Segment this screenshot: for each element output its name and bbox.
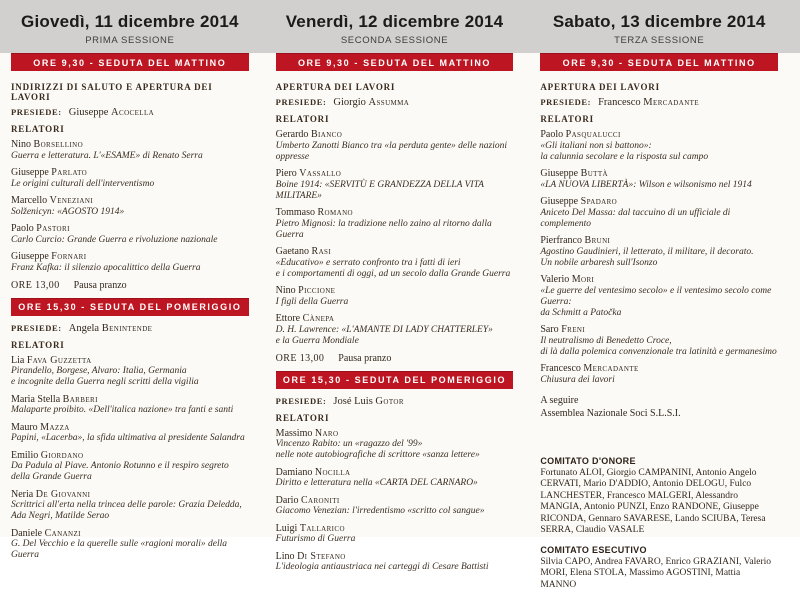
speaker-surname: Barberi bbox=[62, 393, 98, 405]
speaker-name bbox=[276, 495, 514, 507]
speaker-name bbox=[276, 551, 514, 563]
presiede-given: Angela bbox=[68, 322, 100, 334]
talk-title: Pirandello, Borgese, Alvaro: Italia, Germania e incognite della Guerra negli scritti della vigilia bbox=[11, 366, 199, 387]
committee-executive bbox=[540, 545, 778, 592]
speaker-name bbox=[540, 168, 778, 180]
speaker-item bbox=[11, 195, 249, 218]
speaker-given: Lia bbox=[11, 354, 25, 366]
opening-label: APERTURA DEI LAVORI bbox=[275, 82, 396, 92]
followup-note bbox=[540, 394, 778, 420]
talk-title: Scrittrici all'erta nella trincea delle parole: Grazia Deledda, Ada Negri, Matilde Serao bbox=[11, 500, 242, 521]
talk-title: Solženicyn: «AGOSTO 1914» bbox=[11, 206, 125, 217]
speaker-item bbox=[11, 528, 249, 562]
relatori-label: RELATORI bbox=[11, 124, 65, 134]
talk-title: Il neutralismo di Benedetto Croce, di là dalla polemica convenzionale tra latinità e germanesimo bbox=[540, 335, 777, 357]
presiede-name bbox=[69, 323, 153, 334]
speaker-surname: Veneziani bbox=[49, 195, 94, 206]
speaker-given: Piero bbox=[275, 168, 297, 179]
speaker-item bbox=[540, 363, 778, 386]
speaker-surname: Romano bbox=[317, 207, 353, 218]
column-header bbox=[11, 0, 249, 53]
speaker-surname: Fornari bbox=[51, 251, 87, 262]
presiede-row bbox=[11, 323, 249, 334]
speaker-name bbox=[11, 528, 249, 540]
morning-session-bar: ORE 9,30 - SEDUTA DEL MATTINO bbox=[540, 53, 778, 71]
presiede-surname: Assumma bbox=[368, 97, 410, 108]
talk-title: G. Del Vecchio e la querelle sulle «ragioni morali» della Guerra bbox=[11, 539, 227, 560]
speaker-given: Lino bbox=[275, 550, 295, 562]
speaker-item bbox=[11, 422, 249, 445]
speaker-name bbox=[11, 450, 249, 462]
column-friday bbox=[276, 0, 514, 599]
speaker-item bbox=[540, 324, 778, 358]
speaker-name bbox=[276, 129, 514, 141]
speaker-surname: Bianco bbox=[310, 129, 343, 140]
presiede-row bbox=[276, 396, 514, 407]
speaker-name bbox=[11, 394, 249, 406]
committee-honor-label: COMITATO D'ONORE bbox=[540, 455, 636, 466]
opening-label: APERTURA DEI LAVORI bbox=[540, 82, 660, 92]
speaker-item bbox=[540, 196, 778, 230]
lunch-break-time: ORE 13,00 bbox=[11, 279, 60, 291]
afternoon-session-bar: ORE 15,30 - SEDUTA DEL POMERIGGIO bbox=[11, 298, 249, 316]
speaker-given: Paolo bbox=[540, 129, 564, 140]
speaker-name bbox=[540, 324, 778, 336]
speaker-surname: Mercadante bbox=[583, 363, 639, 374]
talk-title: Franz Kafka: il silenzio apocalittico della Guerra bbox=[11, 262, 201, 273]
column-thursday bbox=[11, 0, 249, 599]
presiede-row bbox=[540, 97, 778, 108]
speaker-given: Giuseppe bbox=[540, 196, 579, 207]
committee-executive-label: COMITATO ESECUTIVO bbox=[540, 544, 647, 555]
speaker-item bbox=[276, 428, 514, 462]
speaker-item bbox=[11, 489, 249, 523]
committee-honor bbox=[540, 456, 778, 537]
talk-title: L'ideologia antiaustriaca nei carteggi di Cesare Battisti bbox=[275, 562, 489, 572]
speaker-surname: Borsellino bbox=[33, 139, 84, 150]
committee-executive-members: Silvia CAPO, Andrea FAVARO, Enrico GRAZIANI, Valerio MORI, Elena STOLA, Massimo AGOSTINI, Mattia MANNO bbox=[540, 556, 772, 590]
presiede-row bbox=[11, 107, 249, 118]
speaker-name bbox=[11, 489, 249, 501]
talk-title: I figli della Guerra bbox=[275, 296, 349, 307]
talk-title: Malaparte proibito. «Dell'italica nazione» tra fanti e santi bbox=[11, 405, 234, 415]
presiede-surname: Gotor bbox=[375, 395, 404, 407]
talk-title: Giacomo Venezian: l'irredentismo «scritto col sangue» bbox=[275, 506, 485, 516]
speaker-given: Giuseppe bbox=[11, 251, 49, 262]
speaker-item bbox=[11, 167, 249, 190]
speaker-surname: Giordano bbox=[40, 449, 84, 461]
session-label: TERZA SESSIONE bbox=[614, 35, 705, 46]
committees-section bbox=[540, 456, 778, 592]
speaker-name bbox=[11, 139, 249, 151]
speaker-given: Daniele bbox=[11, 527, 43, 539]
talk-title: Pietro Mignosi: la tradizione nello zaino al ritorno dalla Guerra bbox=[275, 218, 492, 240]
presiede-label: PRESIEDE: bbox=[275, 395, 327, 406]
speaker-list-afternoon bbox=[11, 355, 249, 562]
speaker-surname: Rasi bbox=[311, 246, 332, 257]
presiede-surname: Mercadante bbox=[643, 97, 700, 108]
speaker-name bbox=[11, 223, 249, 235]
speaker-surname: Freni bbox=[561, 324, 586, 335]
speaker-item bbox=[11, 450, 249, 484]
speaker-given: Ettore bbox=[275, 313, 301, 324]
lunch-break-row bbox=[11, 280, 249, 291]
talk-title: Agostino Gaudinieri, il letterato, il militare, il decorato. Un nobile arbaresh sull'Isonzo bbox=[540, 246, 754, 268]
presiede-given: Giorgio bbox=[333, 97, 366, 108]
speaker-given: Massimo bbox=[275, 427, 313, 439]
speaker-given: Gaetano bbox=[275, 246, 309, 257]
speaker-name bbox=[276, 207, 514, 219]
speaker-list-morning bbox=[276, 129, 514, 347]
speaker-given: Pierfranco bbox=[540, 235, 582, 246]
relatori-label: RELATORI bbox=[275, 114, 330, 124]
speaker-name bbox=[540, 363, 778, 375]
speaker-given: Mauro bbox=[11, 421, 38, 433]
speaker-item bbox=[540, 235, 778, 269]
speaker-name bbox=[540, 129, 778, 141]
followup-line1: A seguire bbox=[540, 394, 579, 406]
speaker-given: Giuseppe bbox=[11, 167, 49, 178]
lunch-break-row bbox=[276, 353, 514, 364]
speaker-given: Nino bbox=[11, 139, 31, 150]
speaker-surname: Buttà bbox=[580, 168, 608, 179]
talk-title: Le origini culturali dell'interventismo bbox=[11, 178, 155, 189]
presiede-label: PRESIEDE: bbox=[540, 97, 592, 107]
speaker-list-morning bbox=[11, 139, 249, 274]
speaker-given: Luigi bbox=[275, 522, 298, 534]
speaker-name bbox=[276, 523, 514, 535]
speaker-name bbox=[276, 428, 514, 440]
speaker-item bbox=[276, 285, 514, 308]
talk-title: D. H. Lawrence: «L'AMANTE DI LADY CHATTERLEY» e la Guerra Mondiale bbox=[275, 324, 493, 346]
speaker-given: Neria bbox=[11, 488, 34, 500]
talk-title: Umberto Zanotti Bianco tra «la perduta gente» delle nazioni oppresse bbox=[275, 140, 507, 162]
speaker-item bbox=[276, 467, 514, 490]
lunch-break-time: ORE 13,00 bbox=[275, 352, 325, 364]
afternoon-session-bar: ORE 15,30 - SEDUTA DEL POMERIGGIO bbox=[276, 371, 514, 389]
speaker-given: Paolo bbox=[11, 223, 34, 234]
relatori-label: RELATORI bbox=[275, 412, 330, 423]
speaker-surname: Naro bbox=[314, 427, 339, 439]
speaker-name bbox=[276, 313, 514, 325]
relatori-label: RELATORI bbox=[540, 114, 594, 124]
presiede-given: Francesco bbox=[598, 97, 641, 108]
speaker-name bbox=[276, 168, 514, 180]
speaker-surname: Spadaro bbox=[580, 196, 618, 207]
talk-title: Papini, «Lacerba», la sfida ultimativa al presidente Salandra bbox=[11, 433, 245, 443]
presiede-given: José Luis bbox=[333, 395, 373, 407]
talk-title: Vincenzo Rabito: un «ragazzo del '99» nelle note autobiografiche di scrittore «sanza lettere» bbox=[275, 439, 480, 460]
speaker-surname: Cananzi bbox=[44, 527, 81, 539]
speaker-item bbox=[276, 246, 514, 280]
talk-title: Futurismo di Guerra bbox=[275, 534, 356, 544]
column-saturday bbox=[540, 0, 778, 599]
speaker-item bbox=[540, 168, 778, 191]
speaker-name bbox=[11, 355, 249, 367]
talk-title: Carlo Curcio: Grande Guerra e rivoluzione nazionale bbox=[11, 234, 218, 245]
speaker-name bbox=[276, 467, 514, 479]
speaker-surname: De Giovanni bbox=[35, 488, 91, 500]
speaker-given: Tommaso bbox=[275, 207, 315, 218]
column-content bbox=[276, 71, 514, 573]
talk-title: «Educativo» e serrato confronto tra i fatti di ieri e i comportamenti di oggi, ad un secolo dalla Grande Guerra bbox=[275, 257, 511, 279]
speaker-item bbox=[11, 251, 249, 274]
column-header bbox=[276, 0, 514, 53]
speaker-surname: Cànepa bbox=[302, 313, 335, 324]
presiede-label: PRESIEDE: bbox=[275, 97, 327, 107]
speaker-name bbox=[11, 251, 249, 263]
speaker-item bbox=[11, 223, 249, 246]
session-label: PRIMA SESSIONE bbox=[85, 35, 175, 46]
speaker-item bbox=[11, 394, 249, 417]
speaker-item bbox=[276, 523, 514, 546]
speaker-surname: Parlato bbox=[51, 167, 88, 178]
followup-line2: Assemblea Nazionale Soci S.L.S.I. bbox=[540, 407, 681, 419]
speaker-surname: Di Stefano bbox=[297, 550, 346, 562]
speaker-surname: Bruni bbox=[584, 235, 611, 246]
speaker-item bbox=[11, 355, 249, 389]
presiede-row bbox=[276, 97, 514, 108]
talk-title: Chiusura dei lavori bbox=[540, 374, 615, 385]
morning-session-bar: ORE 9,30 - SEDUTA DEL MATTINO bbox=[276, 53, 514, 71]
presiede-given: Giuseppe bbox=[68, 107, 109, 118]
speaker-given: Giuseppe bbox=[540, 168, 579, 179]
speaker-given: Damiano bbox=[275, 466, 313, 478]
speaker-surname: Mori bbox=[571, 274, 595, 285]
speaker-surname: Nocilla bbox=[314, 466, 351, 478]
speaker-surname: Fava Guzzetta bbox=[26, 354, 92, 366]
speaker-given: Emilio bbox=[11, 449, 39, 461]
speaker-item bbox=[276, 495, 514, 518]
morning-session-bar: ORE 9,30 - SEDUTA DEL MATTINO bbox=[11, 53, 249, 71]
talk-title: «LA NUOVA LIBERTÀ»: Wilson e wilsonismo nel 1914 bbox=[540, 179, 752, 190]
speaker-name bbox=[11, 422, 249, 434]
presiede-surname: Benintende bbox=[101, 322, 153, 334]
talk-title: Guerra e letteratura. L'«ESAME» di Renato Serra bbox=[11, 150, 203, 161]
presiede-label: PRESIEDE: bbox=[11, 107, 62, 117]
speaker-item bbox=[11, 139, 249, 162]
session-label: SECONDA SESSIONE bbox=[340, 35, 449, 46]
speaker-given: Valerio bbox=[540, 274, 570, 285]
column-header bbox=[540, 0, 778, 53]
talk-title: Diritto e letteratura nella «CARTA DEL CARNARO» bbox=[275, 478, 478, 488]
day-title: Giovedì, 11 dicembre 2014 bbox=[21, 12, 239, 31]
speaker-name bbox=[540, 235, 778, 247]
speaker-given: Gerardo bbox=[275, 129, 309, 140]
speaker-given: Nino bbox=[275, 285, 296, 296]
column-content bbox=[11, 71, 249, 561]
speaker-given: Francesco bbox=[540, 363, 581, 374]
speaker-given: Maria Stella bbox=[11, 393, 61, 405]
day-title: Venerdì, 12 dicembre 2014 bbox=[285, 12, 504, 31]
speaker-name bbox=[276, 246, 514, 258]
speaker-surname: Pastori bbox=[36, 223, 70, 234]
presiede-name bbox=[333, 97, 409, 108]
speaker-given: Saro bbox=[540, 324, 559, 335]
speaker-surname: Vassallo bbox=[299, 168, 342, 179]
speaker-surname: Tallarico bbox=[299, 522, 345, 534]
speaker-item bbox=[276, 129, 514, 163]
speaker-name bbox=[540, 274, 778, 286]
presiede-name bbox=[598, 97, 699, 108]
relatori-label: RELATORI bbox=[11, 339, 65, 350]
talk-title: «Gli italiani non si battono»: la calunnia secolare e la risposta sul campo bbox=[540, 140, 709, 162]
speaker-given: Marcello bbox=[11, 195, 48, 206]
day-title: Sabato, 13 dicembre 2014 bbox=[552, 12, 766, 31]
presiede-name bbox=[69, 107, 154, 118]
committee-honor-members: Fortunato ALOI, Giorgio CAMPANINI, Antonio Angelo CERVATI, Mario D'ADDIO, Antonio DELOGU, Fulco LANCHESTER, Francesco MALGERI, Alessandro MANGIA, Antonio PUNZI, Enzo RANDONE, Giuseppe RICONDA, Gennaro SAVARESE, Lando SCIUBA, Teresa SERRA, Claudio VASALE bbox=[540, 467, 766, 535]
speaker-item bbox=[276, 313, 514, 347]
speaker-surname: Piccione bbox=[298, 285, 336, 296]
opening-label: INDIRIZZI DI SALUTO E APERTURA DEI LAVORI bbox=[11, 82, 213, 102]
talk-title: «Le guerre del ventesimo secolo» e il ventesimo secolo come Guerra: da Schmitt a Patočka bbox=[540, 285, 772, 318]
speaker-surname: Pasqualucci bbox=[565, 129, 621, 140]
speaker-item bbox=[276, 168, 514, 202]
speaker-item bbox=[540, 274, 778, 319]
speaker-surname: Caroniti bbox=[300, 494, 340, 506]
speaker-item bbox=[276, 551, 514, 574]
speaker-item bbox=[276, 207, 514, 241]
talk-title: Aniceto Del Massa: dal taccuino di un ufficiale di complemento bbox=[540, 207, 731, 229]
speaker-list-afternoon bbox=[276, 428, 514, 574]
speaker-given: Dario bbox=[275, 494, 299, 506]
speaker-name bbox=[11, 167, 249, 179]
speaker-surname: Mazza bbox=[40, 421, 70, 433]
speaker-list-morning bbox=[540, 129, 778, 386]
speaker-name bbox=[11, 195, 249, 207]
speaker-item bbox=[540, 129, 778, 163]
column-content bbox=[540, 71, 778, 591]
talk-title: Boine 1914: «SERVITÙ E GRANDEZZA DELLA VITA MILITARE» bbox=[275, 179, 484, 201]
presiede-name bbox=[333, 396, 404, 407]
presiede-label: PRESIEDE: bbox=[11, 322, 62, 333]
talk-title: Da Padula al Piave. Antonio Rotunno e il respiro segreto della Grande Guerra bbox=[11, 461, 229, 482]
lunch-break-label: Pausa pranzo bbox=[338, 352, 392, 364]
speaker-name bbox=[540, 196, 778, 208]
presiede-surname: Acocella bbox=[111, 107, 155, 118]
lunch-break-label: Pausa pranzo bbox=[73, 279, 127, 291]
speaker-name bbox=[276, 285, 514, 297]
